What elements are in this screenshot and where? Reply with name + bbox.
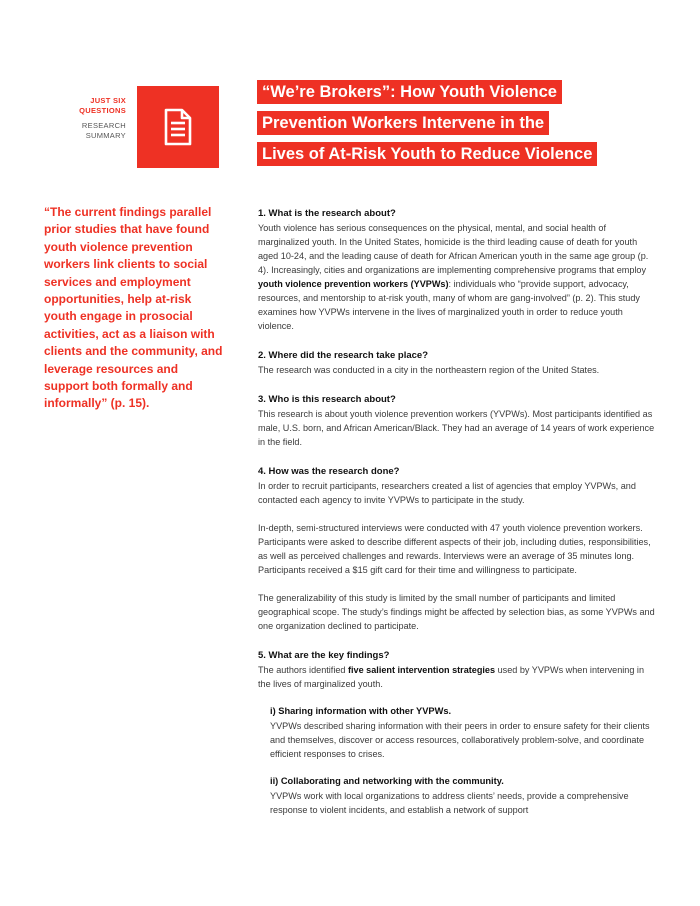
answer-text-part: : individuals who “provide support, advocacy, resources, and mentorship to at-risk youth, many of whom are gang-involved” (p. 2). This study examines how YVPWs intervene in the lives of marginalized youth in order to reduce youth violence. (258, 279, 640, 331)
title-line: Prevention Workers Intervene in the (257, 111, 549, 135)
questions-section (258, 207, 658, 833)
strategy-heading: i) Sharing information with other YVPWs. (270, 706, 452, 716)
question-2 (258, 349, 658, 377)
answer-text-part: used by YVPWs when intervening in the lives of marginalized youth. (258, 665, 645, 689)
document-icon (163, 108, 193, 146)
series-label (60, 96, 126, 141)
answer-emphasis: youth violence prevention workers (YVPWs) (258, 279, 449, 289)
answer-text: The research was conducted in a city in the northeastern region of the United States. (258, 365, 600, 375)
strategy-text: YVPWs described sharing information with their peers in order to ensure safety for their clients and themselves, discover or access resources, collaboratively problem-solve, and coordinate efficient responses to crises. (270, 721, 650, 759)
document-type-line: RESEARCH (81, 121, 126, 130)
question-5 (258, 649, 658, 817)
answer-text: The generalizability of this study is limited by the small number of participants and limited geographical scope. The study’s findings might be affected by selection bias, as some YVPWs and one organization declined to participate. (258, 593, 655, 631)
answer-text: This research is about youth violence prevention workers (YVPWs). Most participants identified as male, U.S. born, and African American/Black. They had an average of 14 years of work experience in the field. (258, 409, 655, 447)
title-line: “We’re Brokers”: How Youth Violence (257, 80, 562, 104)
question-1 (258, 207, 658, 333)
question-heading: 5. What are the key findings? (258, 650, 390, 661)
answer-text (258, 221, 658, 333)
answer-text (258, 663, 658, 691)
series-kicker-line: JUST SIX (90, 96, 126, 105)
page-title (257, 80, 657, 173)
strategy-item (270, 705, 658, 761)
pull-quote: “The current findings parallel prior studies that have found youth violence prevention workers link clients to social services and employment opportunities, help at-risk youth engage in prosocial activities, act as a liaison with clients and the community, and leverage resources and support both formally and informally” (p. 15). (44, 205, 223, 411)
question-heading: 3. Who is this research about? (258, 394, 396, 405)
question-4 (258, 465, 658, 633)
document-icon-box (137, 86, 219, 168)
strategy-item (270, 775, 658, 817)
strategy-text: YVPWs work with local organizations to address clients’ needs, provide a comprehensive response to violent incidents, and establish a network of support (270, 791, 629, 815)
strategy-heading: ii) Collaborating and networking with the community. (270, 776, 504, 786)
answer-emphasis: five salient intervention strategies (347, 665, 496, 675)
answer-text-part: The authors identified (258, 665, 348, 675)
answer-text: In order to recruit participants, researchers created a list of agencies that employ YVPWs, and contacted each agency to invite YVPWs to participate in the study. (258, 481, 636, 505)
question-heading: 2. Where did the research take place? (258, 350, 429, 361)
answer-text-part: Youth violence has serious consequences on the physical, mental, and social health of marginalized youth. In the United States, homicide is the third leading cause of death for youth aged 10-24, and the leading cause of death for African American youth in the same age group (p. 4). Increasingly, cities and organizations are implementing comprehensive programs that employ (258, 223, 649, 275)
series-kicker-line: QUESTIONS (79, 106, 126, 115)
question-heading: 1. What is the research about? (258, 208, 396, 219)
question-heading: 4. How was the research done? (258, 466, 400, 477)
document-type-line: SUMMARY (85, 131, 126, 140)
question-3 (258, 393, 658, 449)
answer-text: In-depth, semi-structured interviews were conducted with 47 youth violence prevention workers. Participants were asked to describe different aspects of their job, including duties, responsibilities, as well as perceived challenges and rewards. Interviews were an average of 35 minutes long. Participants received a $15 gift card for their time and willingness to participate. (258, 523, 651, 575)
title-line: Lives of At-Risk Youth to Reduce Violence (257, 142, 597, 166)
